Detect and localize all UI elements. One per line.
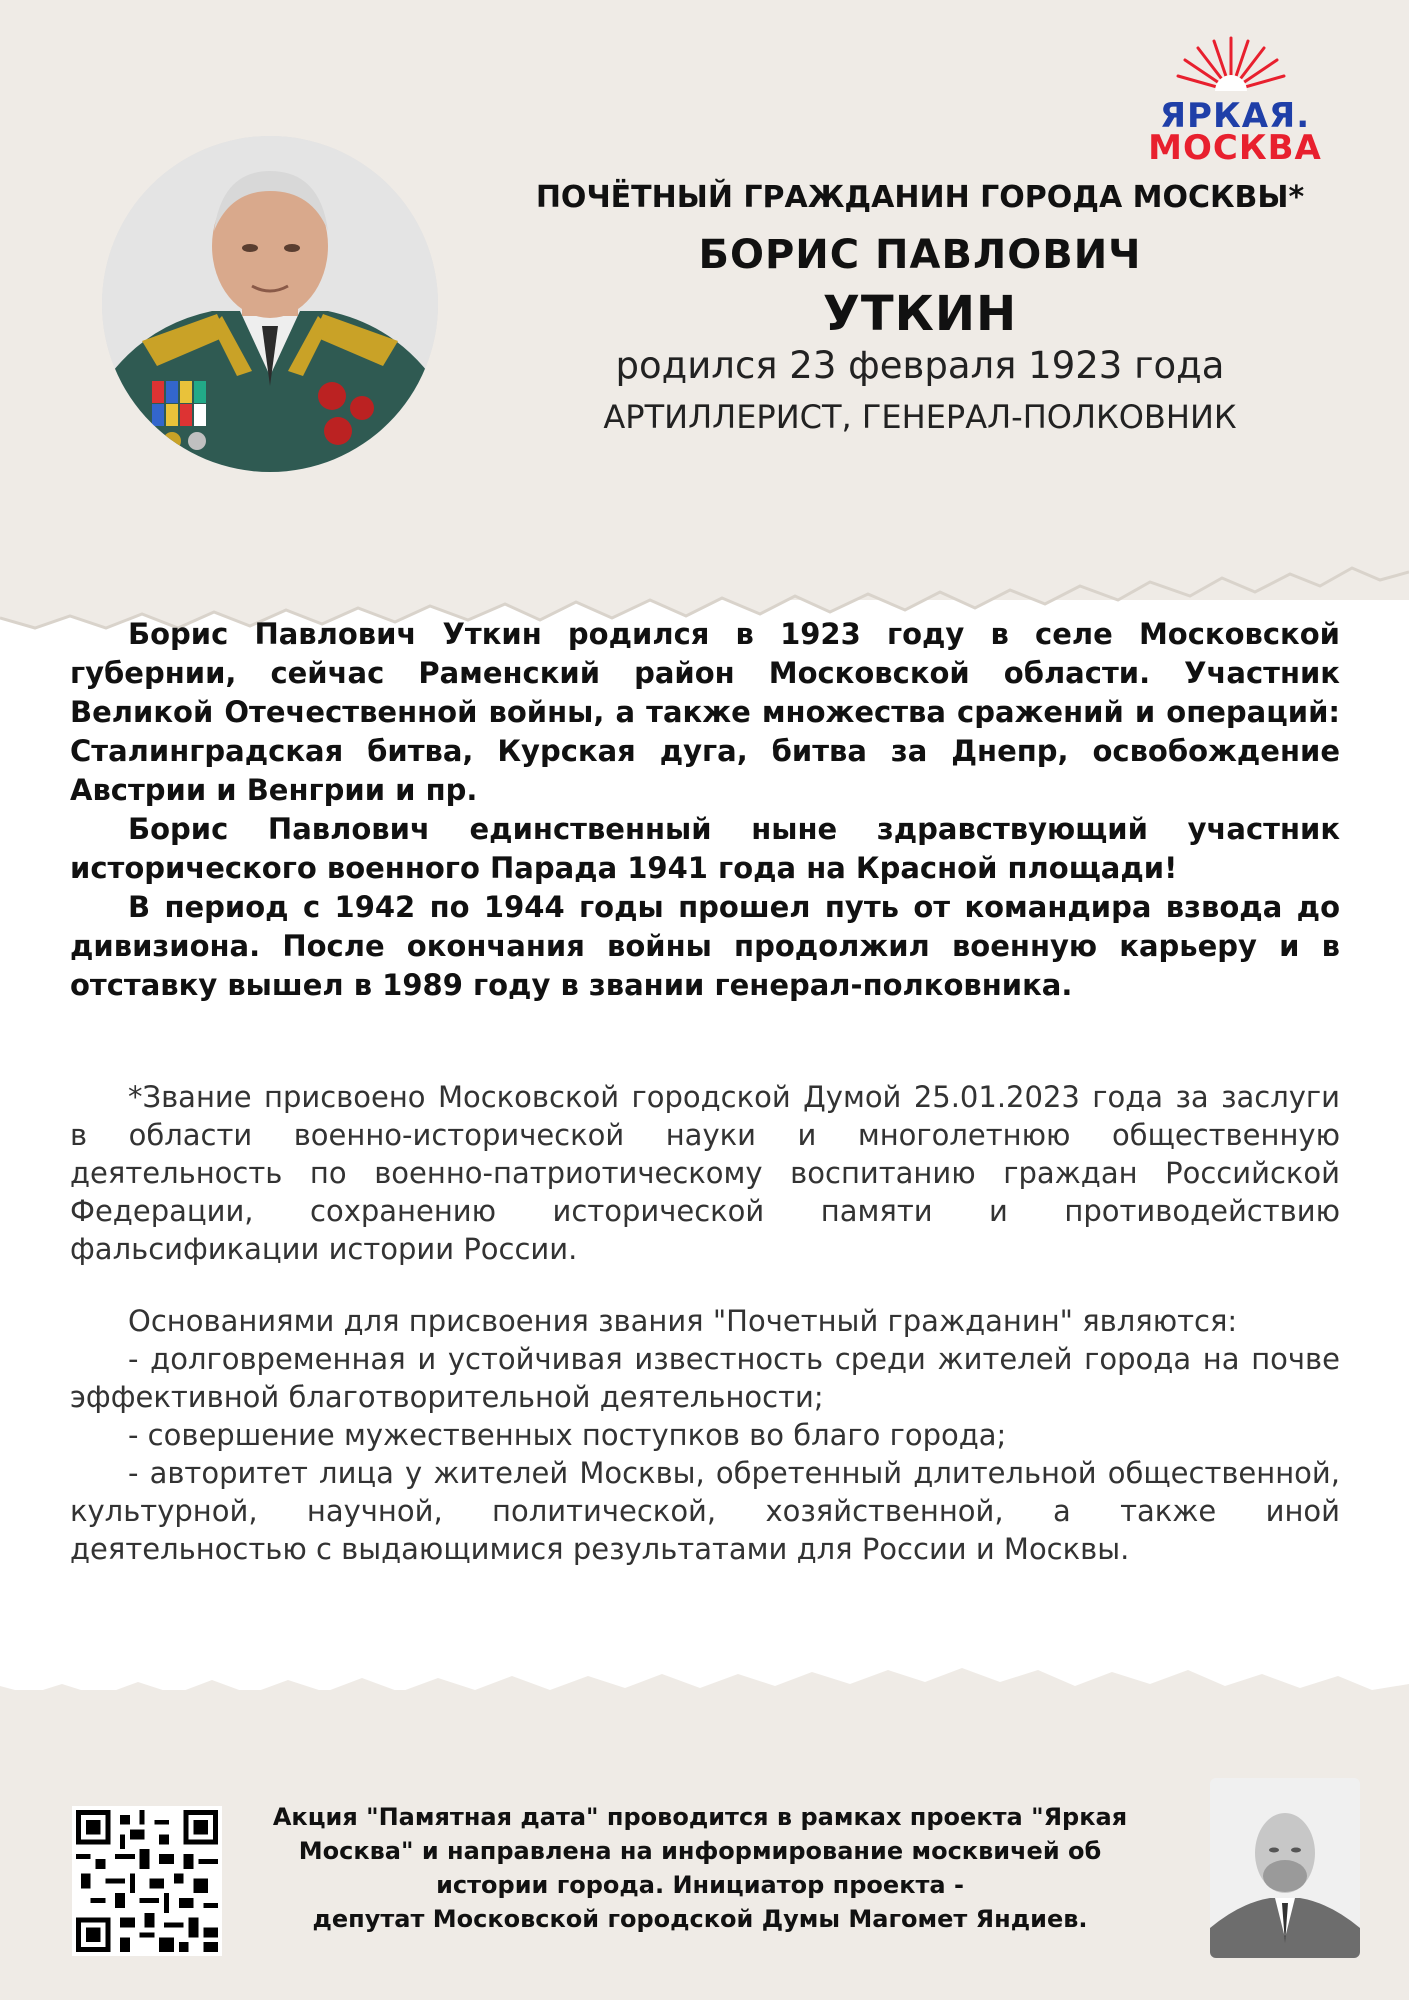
torn-edge-bottom	[0, 1660, 1409, 1720]
person-surname: УТКИН	[822, 286, 1018, 342]
person-rank: АРТИЛЛЕРИСТ, ГЕНЕРАЛ-ПОЛКОВНИК	[603, 398, 1237, 436]
grounds-item-3: - авторитет лица у жителей Москвы, обретенный длительной общественной, культурной, научной, политической, хозяйственной, а также иной деятельностью с выдающимися результатами для России и Москвы.	[70, 1456, 1340, 1566]
title-note-section	[70, 1078, 1340, 1268]
logo-text-top: ЯРКАЯ.	[1159, 96, 1311, 136]
grounds-item-2: - совершение мужественных поступков во благо города;	[128, 1418, 1007, 1452]
footer-line-2: Москва" и направлена на информирование москвичей об	[298, 1837, 1102, 1865]
logo-text-bottom: МОСКВА	[1148, 128, 1322, 168]
bio-paragraph-3: В период с 1942 по 1944 годы прошел путь от командира взвода до дивизиона. После окончания войны продолжил военную карьеру и в отставку вышел в 1989 году в звании генерал-полковника.	[70, 890, 1340, 1002]
bio-paragraph-1: Борис Павлович Уткин родился в 1923 году в селе Московской губернии, сейчас Раменский район Московской области. Участник Великой Отечественной войны, а также множества сражений и операций: Сталинградская битва, Курская дуга, битва за Днепр, освобождение Австрии и Венгрии и пр.	[70, 617, 1340, 807]
brand-logo	[1140, 36, 1330, 166]
birth-date: родился 23 февраля 1923 года	[615, 344, 1225, 387]
title-note: *Звание присвоено Московской городской Думой 25.01.2023 года за заслуги в области военно-исторической науки и многолетнюю общественную деятельность по военно-патриотическому воспитанию граждан Российской Федерации, сохранению исторической памяти и противодействию фальсификации истории России.	[70, 1080, 1340, 1266]
torn-edge-top	[0, 520, 1409, 630]
footer-caption	[240, 1800, 1160, 1936]
qr-code[interactable]	[72, 1806, 222, 1956]
person-first-names: БОРИС ПАВЛОВИЧ	[698, 232, 1142, 278]
grounds-section	[70, 1302, 1340, 1568]
portrait-general-icon	[102, 136, 438, 472]
biography-section	[70, 615, 1340, 1005]
grounds-item-1: - долговременная и устойчивая известность среди жителей города на почве эффективной благотворительной деятельности;	[70, 1342, 1340, 1414]
deputy-photo	[1210, 1778, 1360, 1958]
deputy-portrait-icon	[1210, 1778, 1360, 1958]
footer-line-3: истории города. Инициатор проекта -	[436, 1871, 964, 1899]
qr-code-icon	[76, 1810, 218, 1952]
footer-line-4: депутат Московской городской Думы Магомет Яндиев.	[312, 1905, 1088, 1933]
honorary-title: ПОЧЁТНЫЙ ГРАЖДАНИН ГОРОДА МОСКВЫ*	[535, 180, 1305, 215]
footer-line-1: Акция "Памятная дата" проводится в рамках проекта "Яркая	[272, 1803, 1128, 1831]
portrait-photo	[102, 136, 438, 472]
bio-paragraph-2: Борис Павлович единственный ныне здравствующий участник исторического военного Парада 1941 года на Красной площади!	[70, 812, 1340, 885]
sunrise-icon	[1176, 36, 1286, 91]
grounds-intro: Основаниями для присвоения звания "Почетный гражданин" являются:	[128, 1304, 1238, 1338]
